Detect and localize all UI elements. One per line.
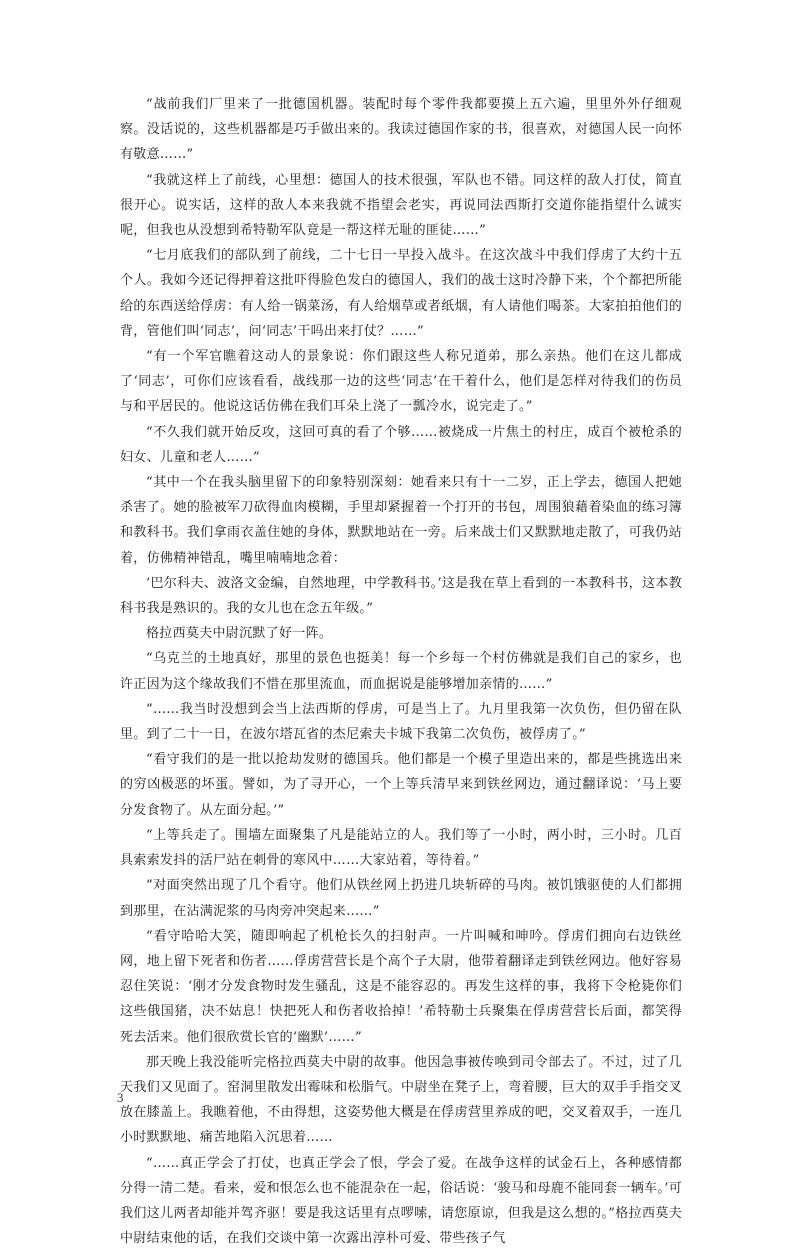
paragraph-14: “看守哈哈大笑，随即响起了机枪长久的扫射声。一片叫喊和呻吟。俘虏们拥向右边铁丝网，地上留下死者和伤者……俘虏营营长是个高个子大尉，他带着翻译走到铁丝网边。他好容易忍住笑说：‘刚才分发食物时发生骚乱，这是不能容忍的。再发生这样的事，我将下令枪毙你们这些俄国猪，决不姑息！快把死人和伤者收拾掉！’希特勒士兵聚集在俘虏营营长后面，都笑得死去活来。他们很欣赏长官的‘幽默’……” <box>120 928 682 1045</box>
paragraph-6: “其中一个在我头脑里留下的印象特别深刻：她看来只有十一二岁，正上学去，德国人把她杀害了。她的脸被军刀砍得血肉模糊，手里却紧握着一个打开的书包，周围狼藉着染血的练习簿和教科书。我们拿雨衣盖住她的身体，默默地站在一旁。后来战士们又默默地走散了，可我仍站着，仿佛精神错乱，嘴里喃喃地念着： <box>120 475 682 566</box>
paragraph-16: “……真正学会了打仗，也真正学会了恨，学会了爱。在战争这样的试金石上，各种感情都分得一清二楚。看来，爱和恨怎么也不能混杂在一起，俗话说：‘骏马和母鹿不能同套一辆车。’可我们这儿两者却能并驾齐驱！要是我这话里有点啰嗦，请您原谅，但我是这么想的。”格拉西莫夫中尉结束他的话，在我们交谈中第一次露出淳朴可爱、带些孩子气 <box>120 1155 682 1247</box>
paragraph-3: “七月底我们的部队到了前线，二十七日一早投入战斗。在这次战斗中我们俘虏了大约十五个人。我如今还记得押着这批吓得脸色发白的德国人，我们的战士这时冷静下来，个个都把所能给的东西送给俘虏：有人给一锅菜汤，有人给烟草或者纸烟，有人请他们喝茶。大家拍拍他们的背，管他们叫‘同志’，问‘同志’干吗出来打仗？……” <box>120 248 682 339</box>
paragraph-8: 格拉西莫夫中尉沉默了好一阵。 <box>146 626 333 642</box>
paragraph-13: “对面突然出现了几个看守。他们从铁丝网上扔进几块斩碎的马肉。被饥饿驱使的人们都拥到那里，在沾满泥浆的马肉旁冲突起来……” <box>120 878 682 919</box>
paragraph-9: “乌克兰的土地真好，那里的景色也挺美！每一个乡每一个村仿佛就是我们自己的家乡，也许正因为这个缘故我们不惜在那里流血，而血据说是能够增加亲情的……” <box>120 651 682 692</box>
paragraph-1: “战前我们厂里来了一批德国机器。装配时每个零件我都要摸上五六遍，里里外外仔细观察。没话说的，这些机器都是巧手做出来的。我读过德国作家的书，很喜欢，对德国人民一向怀有敬意……” <box>120 97 682 163</box>
paragraph-12: “上等兵走了。围墙左面聚集了凡是能站立的人。我们等了一小时，两小时，三小时。几百具索索发抖的活尸站在刺骨的寒风中……大家站着，等待着。” <box>120 827 682 869</box>
paragraph-10: “……我当时没想到会当上法西斯的俘虏，可是当上了。九月里我第一次负伤，但仍留在队里。到了二十一日，在波尔塔瓦省的杰尼索夫卡城下我第二次负伤，被俘虏了。” <box>120 701 682 743</box>
paragraph-4: “有一个军官瞧着这动人的景象说：你们跟这些人称兄道弟，那么亲热。他们在这儿都成了‘同志’，可你们应该看看，战线那一边的这些‘同志’在干着什么，他们是怎样对待我们的伤员与和平居民的。他说这话仿佛在我们耳朵上浇了一瓢冷水，说完走了。” <box>120 349 682 415</box>
page-number: 3 <box>117 1090 124 1105</box>
paragraph-15: 那天晚上我没能听完格拉西莫夫中尉的故事。他因急事被传唤到司令部去了。不过，过了几天我们又见面了。窑洞里散发出霉味和松脂气。中尉坐在凳子上，弯着腰，巨大的双手手指交叉放在膝盖上。我瞧着他，不由得想，这姿势他大概是在俘虏营里养成的吧，交叉着双手，一连几小时默默地、痛苦地陷入沉思着…… <box>120 1054 682 1146</box>
paragraph-11: “看守我们的是一批以抢劫发财的德国兵。他们都是一个模子里造出来的，都是些挑选出来的穷凶极恶的坏蛋。譬如，为了寻开心，一个上等兵清早来到铁丝网边，通过翻译说：‘马上要分发食物了。从左面分起。’” <box>120 752 682 818</box>
paragraph-7: ‘巴尔科夫、波洛文金编，自然地理，中学教科书。’这是我在草上看到的一本教科书，这本教科书我是熟识的。我的女儿也在念五年级。” <box>120 575 682 617</box>
paragraph-5: “不久我们就开始反攻，这回可真的看了个够……被烧成一片焦土的村庄，成百个被枪杀的妇女、儿童和老人……” <box>120 424 682 465</box>
paragraph-2: “我就这样上了前线，心里想：德国人的技术很强，军队也不错。同这样的敌人打仗，简直很开心。说实话，这样的敌人本来我就不指望会老实，再说同法西斯打交道你能指望什么诚实呢，但我也从没想到希特勒军队竟是一帮这样无耻的匪徒……” <box>120 172 682 239</box>
document-page <box>120 92 682 1251</box>
